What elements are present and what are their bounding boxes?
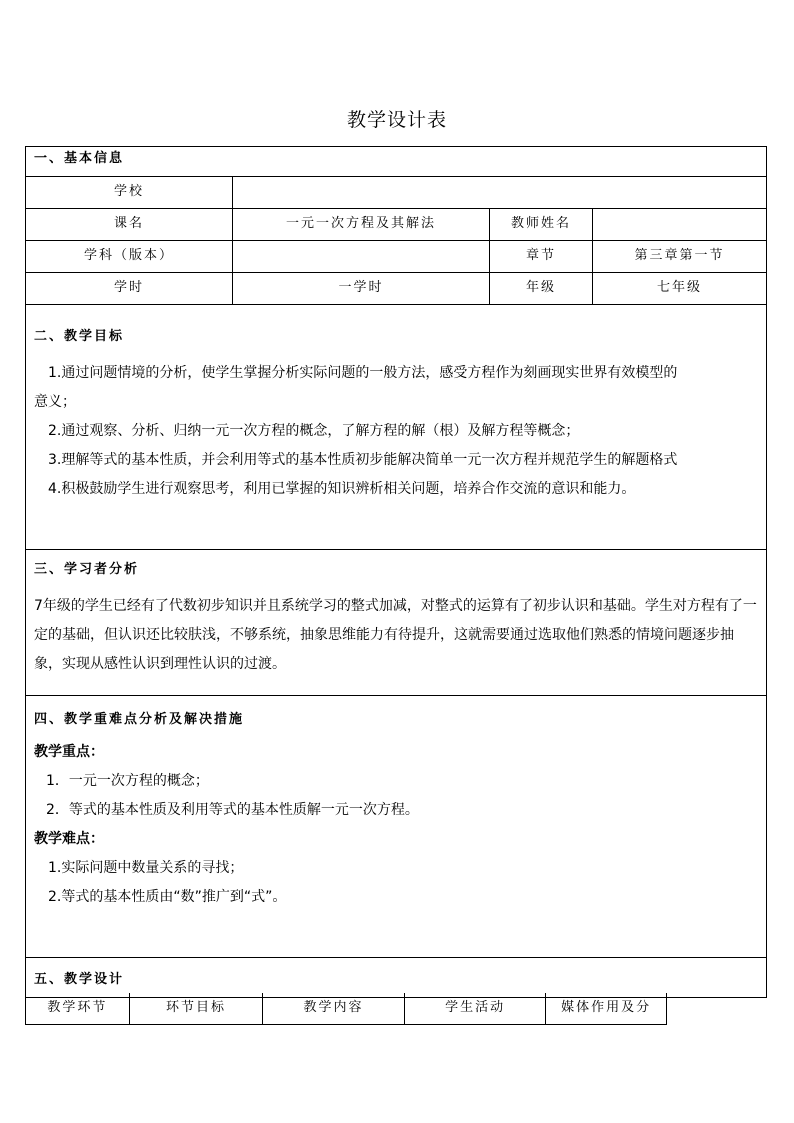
info-row-hours	[26, 273, 766, 305]
info-value-chapter[interactable]: 第三章第一节	[634, 248, 725, 263]
info-label-school: 学校	[26, 177, 233, 208]
objective-item-4: 4.积极鼓励学生进行观察思考，利用已掌握的知识辨析相关问题，培养合作交流的意识和能力。	[48, 481, 636, 497]
difficulty-item-1: 1.实际问题中数量关系的寻找；	[48, 860, 244, 876]
focus-item-1: 1．一元一次方程的概念；	[46, 773, 209, 789]
focus-item-2: 2．等式的基本性质及利用等式的基本性质解一元一次方程。	[46, 802, 419, 818]
key-points-heading: 四、教学重难点分析及解决措施	[34, 712, 245, 727]
objective-item-1: 1.通过问题情境的分析，使学生掌握分析实际问题的一般方法，感受方程作为刻画现实世界有效模型的	[48, 365, 678, 381]
design-heading-row	[26, 958, 766, 997]
objectives-section	[26, 305, 766, 550]
info-value-subject[interactable]	[233, 241, 490, 272]
design-table-header	[25, 993, 667, 1025]
design-col-media: 媒体作用及分	[561, 1000, 652, 1015]
info-label-grade: 年级	[490, 273, 593, 304]
info-label-hours: 学时	[26, 273, 233, 304]
info-label-teacher: 教师姓名	[490, 209, 593, 240]
page-title: 教学设计表	[346, 109, 447, 131]
learner-section	[26, 550, 766, 696]
key-points-section	[26, 696, 766, 958]
objective-item-3: 3.理解等式的基本性质，并会利用等式的基本性质初步能解决简单一元一次方程并规范学生的解题格式	[48, 452, 678, 468]
design-col-goal: 环节目标	[130, 993, 264, 1024]
info-label-chapter: 章节	[490, 241, 593, 272]
learner-text: 7年级的学生已经有了代数初步知识并且系统学习的整式加减，对整式的运算有了初步认识和基础。学生对方程有了一定的基础，但认识还比较肤浅，不够系统，抽象思维能力有待提升，这就需要通过选取他们熟悉的情境问题逐步抽象，实现从感性认识到理性认识的过渡。	[34, 598, 757, 672]
info-value-course[interactable]: 一元一次方程及其解法	[233, 209, 490, 240]
difficulty-label: 教学难点：	[34, 831, 104, 847]
info-row-course	[26, 209, 766, 241]
basic-info-heading: 一、基本信息	[34, 151, 125, 166]
design-heading: 五、教学设计	[34, 972, 125, 987]
info-row-subject	[26, 241, 766, 273]
design-sheet	[25, 146, 767, 998]
difficulty-item-2: 2.等式的基本性质由“数”推广到“式”。	[48, 889, 287, 905]
learner-heading: 三、学习者分析	[34, 562, 140, 577]
info-value-hours[interactable]: 一学时	[233, 273, 490, 304]
objective-item-1-wrap: 意义；	[34, 394, 76, 410]
info-value-school[interactable]	[233, 177, 766, 208]
focus-label: 教学重点：	[34, 744, 104, 760]
info-label-subject: 学科（版本）	[26, 241, 233, 272]
design-col-content: 教学内容	[263, 993, 405, 1024]
objectives-heading: 二、教学目标	[34, 329, 125, 344]
basic-info-heading-row	[26, 147, 766, 177]
info-value-teacher[interactable]	[593, 209, 766, 240]
info-value-grade[interactable]: 七年级	[656, 280, 702, 295]
info-label-course: 课名	[26, 209, 233, 240]
design-col-activity: 学生活动	[405, 993, 547, 1024]
objective-item-2: 2.通过观察、分析、归纳一元一次方程的概念，了解方程的解（根）及解方程等概念；	[48, 423, 580, 439]
design-col-stage: 教学环节	[26, 993, 130, 1024]
info-row-school	[26, 177, 766, 209]
